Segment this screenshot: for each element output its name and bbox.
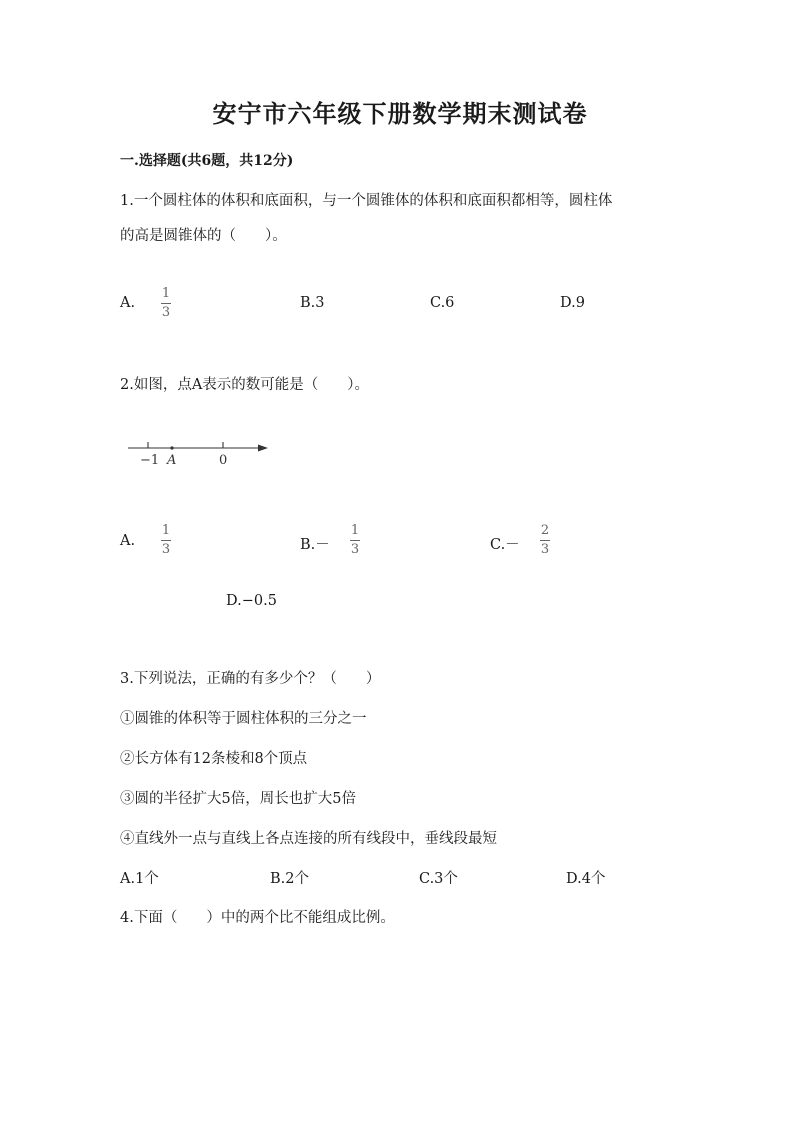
fraction-numerator: 2	[540, 523, 550, 538]
fraction-bar	[540, 540, 550, 541]
fraction-bar	[161, 540, 171, 541]
q2-option-d: D.−0.5	[226, 593, 277, 609]
q2-option-b-label: B.－	[300, 537, 330, 553]
question-3-text: 3.下列说法，正确的有多少个？（ ）	[120, 671, 381, 687]
fraction-bar	[350, 540, 360, 541]
q3-statement-3: ③圆的半径扩大5倍，周长也扩大5倍	[120, 791, 356, 807]
number-line-figure	[126, 436, 276, 472]
fraction-numerator: 1	[161, 286, 171, 301]
section-heading: 一.选择题(共6题，共12分)	[120, 153, 294, 169]
q1-option-a-label: A.	[120, 295, 136, 311]
question-1-line-2: 的高是圆锥体的（ ）。	[120, 228, 287, 244]
page-title: 安宁市六年级下册数学期末测试卷	[212, 99, 588, 128]
q1-option-a-fraction	[161, 287, 171, 320]
q2-option-a-label: A.	[120, 533, 136, 549]
label-point-a: A	[167, 453, 177, 468]
question-1-line-1: 1.一个圆柱体的体积和底面积，与一个圆锥体的体积和底面积都相等，圆柱体	[120, 193, 613, 209]
q1-option-d: D.9	[560, 295, 585, 311]
q3-statement-1: ①圆锥的体积等于圆柱体积的三分之一	[120, 711, 367, 727]
q3-option-d: D.4个	[566, 871, 606, 887]
label-minus-1: −1	[140, 453, 160, 468]
q3-option-b: B.2个	[270, 871, 309, 887]
q2-option-b-fraction	[350, 524, 360, 557]
q1-option-b: B.3	[300, 295, 325, 311]
question-4-text: 4.下面（ ）中的两个比不能组成比例。	[120, 910, 395, 926]
q2-option-a-fraction	[161, 524, 171, 557]
q2-option-c-label: C.－	[490, 537, 520, 553]
fraction-numerator: 1	[350, 523, 360, 538]
q2-option-c-fraction	[540, 524, 550, 557]
label-zero: 0	[219, 453, 228, 468]
fraction-denominator: 3	[161, 305, 171, 320]
q3-statement-2: ②长方体有12条棱和8个顶点	[120, 751, 308, 767]
fraction-denominator: 3	[161, 542, 171, 557]
q1-option-c: C.6	[430, 295, 455, 311]
point-a-marker	[170, 446, 173, 449]
arrow-head-icon	[258, 445, 268, 452]
fraction-numerator: 1	[161, 523, 171, 538]
question-2-text: 2.如图，点A表示的数可能是（ ）。	[120, 377, 370, 393]
fraction-bar	[161, 303, 171, 304]
fraction-denominator: 3	[350, 542, 360, 557]
q3-statement-4: ④直线外一点与直线上各点连接的所有线段中，垂线段最短	[120, 831, 497, 847]
q3-option-a: A.1个	[120, 871, 159, 887]
q3-option-c: C.3个	[419, 871, 458, 887]
fraction-denominator: 3	[540, 542, 550, 557]
